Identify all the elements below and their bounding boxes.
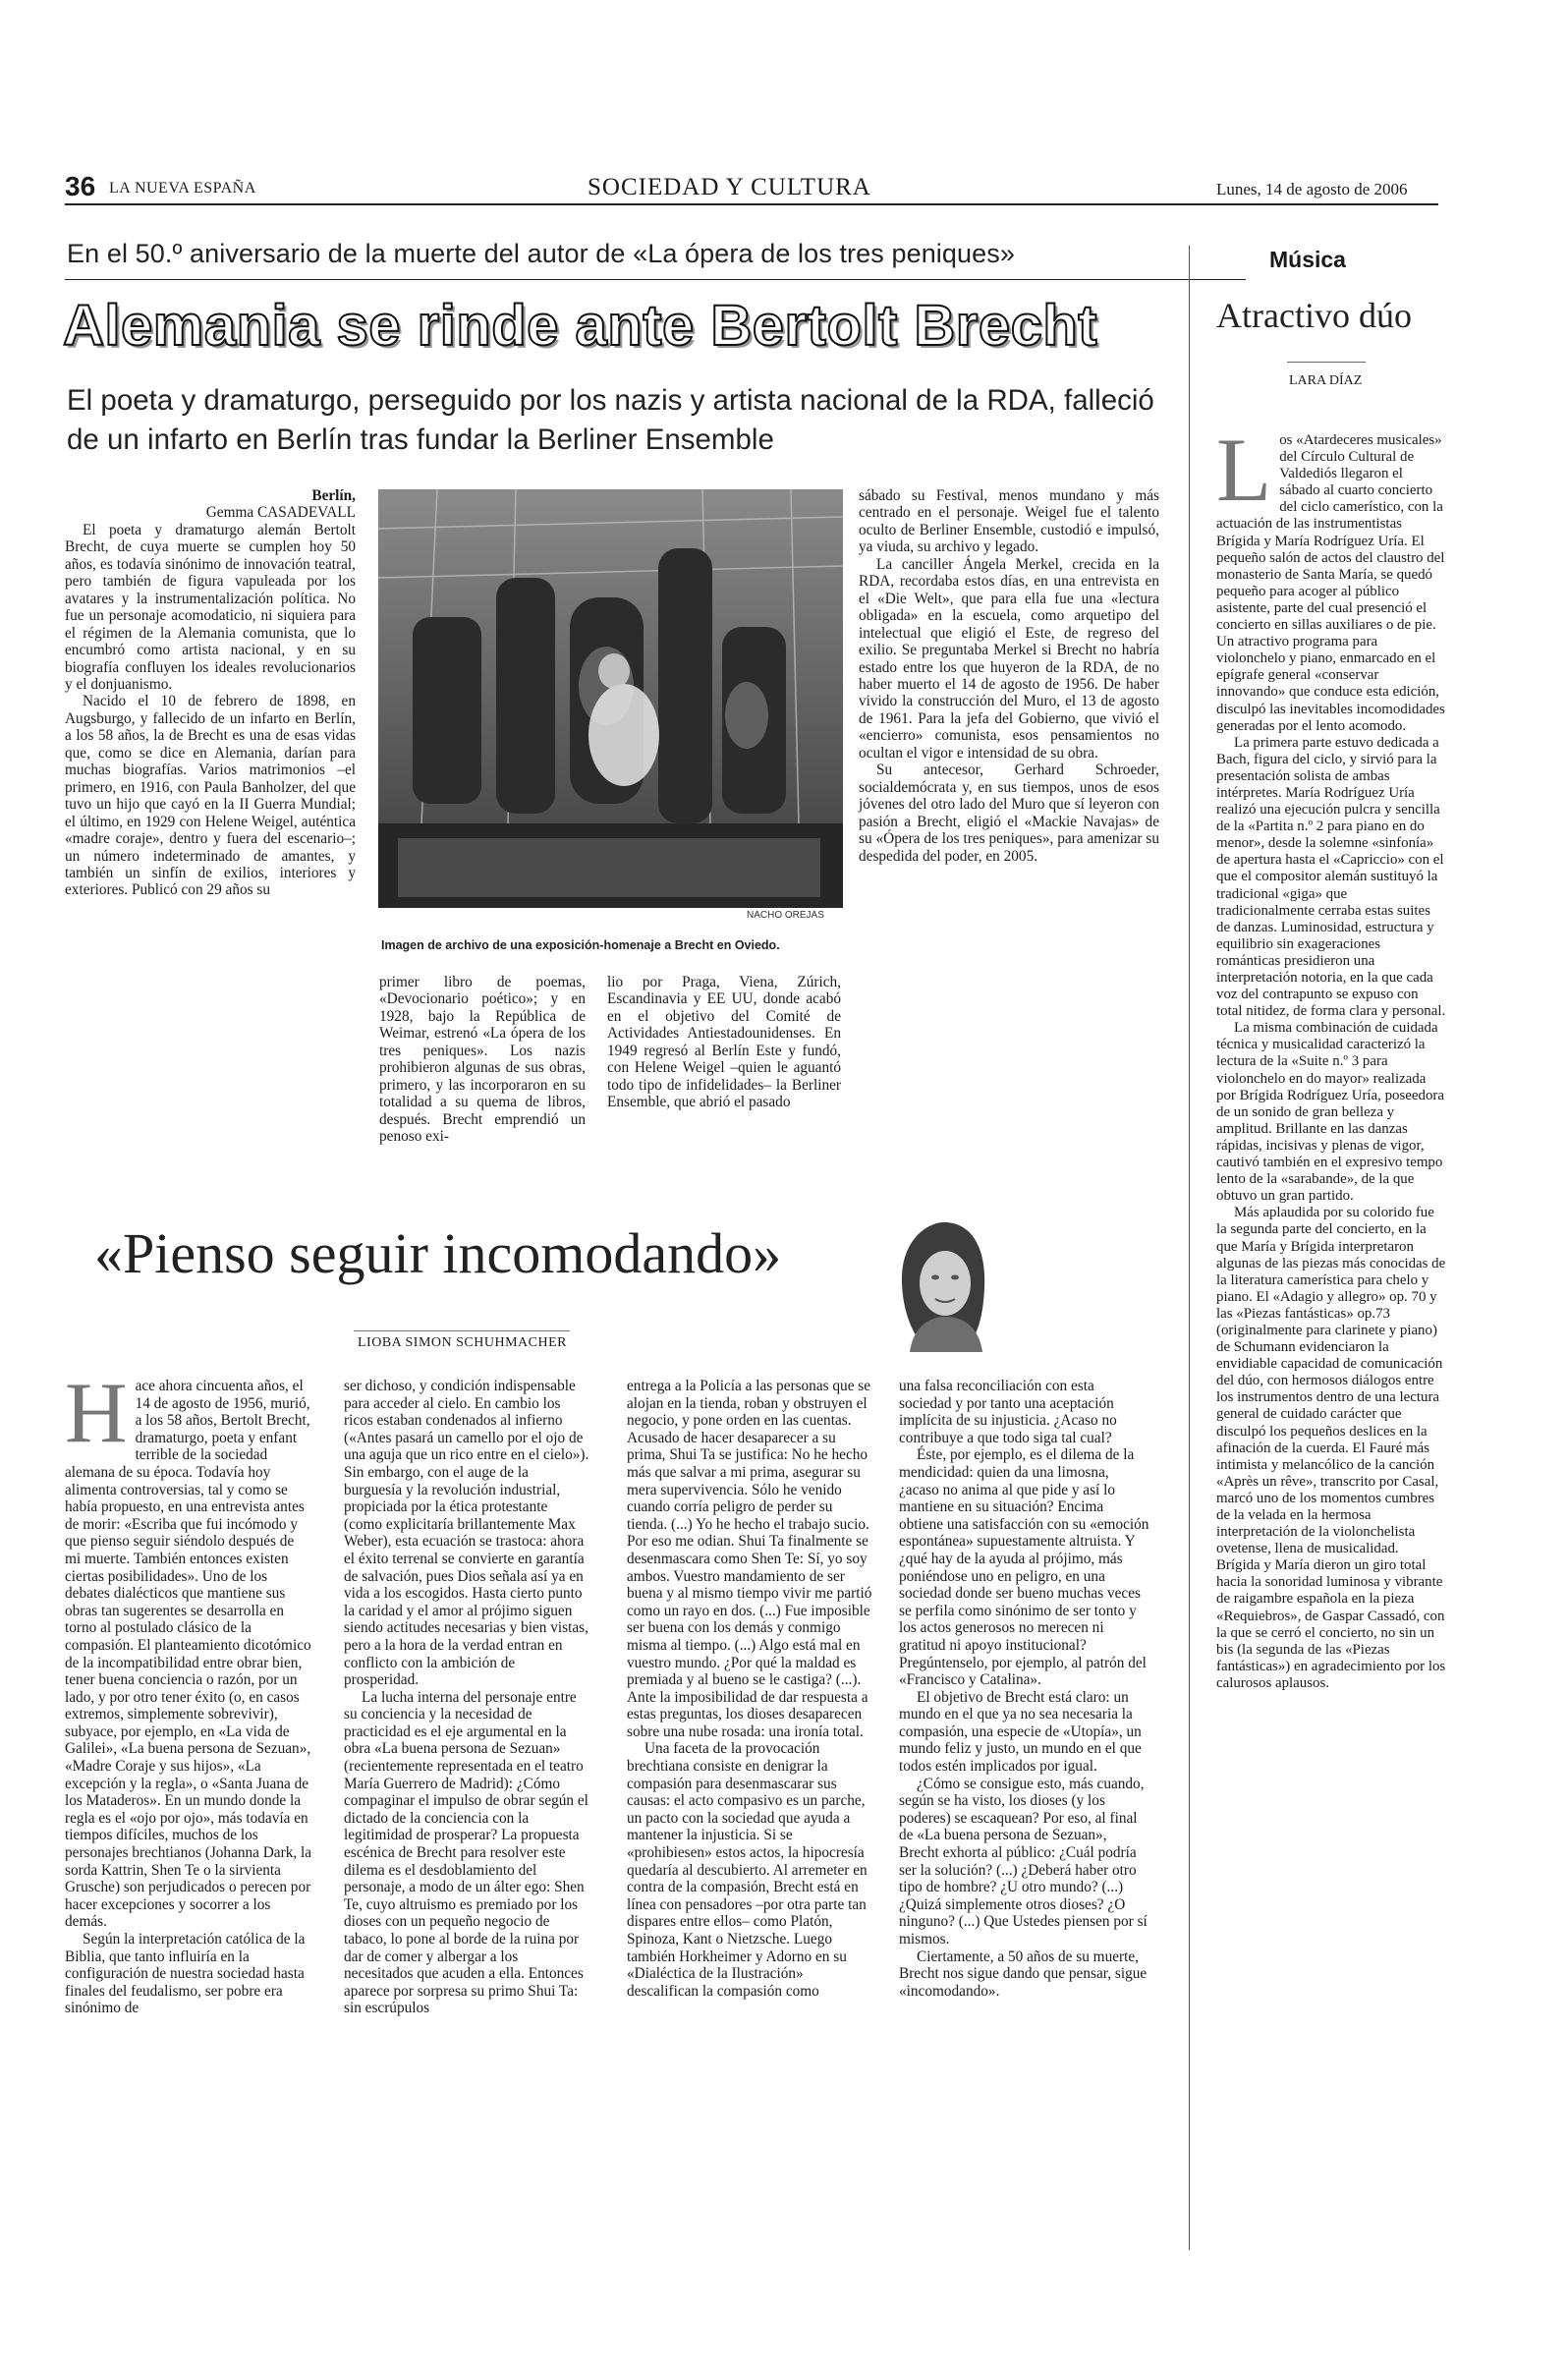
paragraph: Más aplaudida por su colorido fue la segunda parte del concierto, en la que María y Brígida interpretaron algunas de las piezas más conocidas de la literatura camerística para chelo y piano. El «Adagio y allegro» op. 70 y las «Piezas fantásticas» op.73 (originalmente para clarinete y piano) de Schumann evidenciaron la envidiable capacidad de comunicación del dúo, con hermosos diálogos entre los instrumentos dentro de una lectura general de cuidado carácter que disculpó los pequeños deslices en la afinación de la cuerda. El Fauré más intimista y melancólico de la canción «Après un rêve», transcrito por Casal, marcó uno de los momentos cumbres de la velada en la hermosa interpretación de la violonchelista ovetense, llena de musicalidad. Brígida y María dieron un giro total hacia la sonoridad luminosa y vibrante de raigambre española en la pieza «Requiebros», de Gaspar Cassadó, con la que se cerró el concierto, no sin un bis (la segunda de las «Piezas fantásticas») en agradecimiento por los calurosos aplausos. bbox=[1216, 1205, 1446, 1691]
article-subheadline: El poeta y dramaturgo, perseguido por los nazis y artista nacional de la RDA, falleció de un infarto en Berlín tras fundar la Berliner Ensemble bbox=[67, 384, 1154, 456]
sidebar-author-rule bbox=[1287, 362, 1366, 363]
paragraph: ace ahora cincuenta años, el 14 de agosto de 1956, murió, a los 58 años, Bertolt Brecht, dramaturgo, poeta y enfant terrible de la sociedad alemana de su época. Todavía hoy alimenta controversias, tal y como se había propuesto, en una entrevista antes de morir: «Escriba que fui incómodo y que pienso seguir siéndolo después de mi muerte. También entonces existen ciertas posibilidades». Uno de los debates dialécticos que mantiene sus obras tan sugerentes se desarrolla en torno al postulado clásico de la compasión. El planteamiento dicotómico de la incompatibilidad entre obrar bien, tener buena conciencia o razón, por un lado, y por otro tener éxito (o, en casos extremos, simplemente sobrevivir), subyace, por ejemplo, en «La vida de Galilei», «La buena persona de Sezuan», «Madre Coraje y sus hijos», «La excepción y la regla», o «Santa Juana de los Mataderos». En un mundo donde la regla es el «ojo por ojo», más todavía en tiempos difíciles, muchos de los personajes brechtianos (Johanna Dark, la sorda Kattrin, Shen Te o la sirvienta Grusche) son perjudicados o perecen por hacer excepciones y socorrer a los demás. bbox=[65, 1378, 312, 1931]
paragraph: os «Atardeceres musicales» del Círculo Cultural de Valdediós llegaron el sábado al cuarto concierto del ciclo camerístico, con la actuación de las instrumentistas Brígida y María Rodríguez Uría. El pequeño salón de actos del claustro del monasterio de Santa María, se quedó pequeño para acoger al público asistente, parte del cual presenció el concierto en sillas auxiliares o de pie. Un atractivo programa para violonchelo y piano, enmarcado en el epígrafe general «conservar innovando» que conduce esta edición, disculpó las inevitables incomodidades generadas por el lento acomodo. bbox=[1216, 432, 1445, 734]
photo-credit: NACHO OREJAS bbox=[747, 910, 824, 921]
article-kicker: En el 50.º aniversario de la muerte del autor de «La ópera de los tres peniques» bbox=[67, 239, 1015, 268]
paragraph: ser dichoso, y condición indispensable para acceder al cielo. En cambio los ricos estaban condenados al infierno («Antes pasará un camello por el ojo de una aguja que un rico entre en el cielo»). Sin embargo, con el auge de la burguesía y la revolución industrial, propiciada por la ética protestante (como explicitaría brillantemente Max Weber), esta ecuación se trastoca: ahora el éxito terrenal se convierte en garantía de salvación, pues Dios señala así ya en vida a los escogidos. Hasta cierto punto la caridad y el amor al prójimo siguen siendo actitudes necesarias y bien vistas, pero a la hora de la verdad entran en conflicto con la ambición de prosperidad. bbox=[344, 1378, 589, 1689]
paragraph: una falsa reconciliación con esta sociedad y por tanto una aceptación implícita de su injusticia. ¿Acaso no contribuye a que todo siga tal cual? bbox=[899, 1378, 1117, 1446]
kicker-rule bbox=[65, 279, 1246, 280]
paragraph: La primera parte estuvo dedicada a Bach, figura del ciclo, y sirvió para la presentación solista de ambas intérpretes. María Rodríguez Uría realizó una ejecución pulcra y sencilla de la «Partita n.º 2 para piano en do menor», desde la solemne «sinfonía» de apertura hasta el «Capriccio» con el que el compositor alemán sustituyó la tradicional «giga» que tradicionalmente cerraba estas suites de danzas. Luminosidad, estructura y equilibrio sin exageraciones románticas presidieron una interpretación notoria, en la que cada voz del contrapunto se expuso con total nitidez, de forma clara y personal. bbox=[1216, 734, 1446, 1020]
sidebar-body bbox=[1216, 420, 1446, 1692]
sidebar-author: LARA DÍAZ bbox=[1289, 373, 1363, 388]
sidebar-section: Música bbox=[1269, 247, 1346, 272]
opinion-col-2 bbox=[344, 1378, 589, 2017]
paragraph: La canciller Ángela Merkel, crecida en la RDA, recordaba estos días, en una entrevista en el «Die Welt», que para ella fue una «lectura obligada» en la escuela, como arquetipo del intelectual que eligió el Este, de regreso del exilio. Se preguntaba Merkel si Brecht no habría estado entre los que huyeron de la RDA, de no haber muerto el 14 de agosto de 1956. De haber vivido la construcción del Muro, el 13 de agosto de 1961. Para la jefa del Gobierno, que vivió el «encierro» comunista, esos pensamientos no ocultan el vigor e intensidad de su obra. bbox=[859, 555, 1159, 762]
paragraph: sábado su Festival, menos mundano y más centrado en el personaje. Weigel fue el talento oculto de Berliner Ensemble, custodió e impulsó, ya viuda, su archivo y legado. bbox=[859, 487, 1159, 556]
author-portrait-image bbox=[890, 1214, 996, 1352]
newspaper-name: LA NUEVA ESPAÑA bbox=[109, 180, 256, 197]
opinion-col-1 bbox=[65, 1366, 313, 2017]
author-rule bbox=[354, 1330, 570, 1331]
paragraph: ¿Cómo se consigue esto, más cuando, según se ha visto, los dioses (y los poderes) se escaquean? Por eso, al final de «La buena persona de Sezuan», Brecht exhorta al público: ¿Cuál podría ser la solución? (...) ¿Deberá haber otro tipo de hombre? ¿U otro mundo? (...) ¿Quizá simplemente otros dioses? ¿O ninguno? (...) Que Ustedes piensen por sí mismos. bbox=[899, 1775, 1148, 1948]
paragraph: lio por Praga, Viena, Zúrich, Escandinavia y EE UU, donde acabó en el objetivo del Comité de Actividades Antiestadounidenses. En 1949 regresó al Berlín Este y fundó, con Helene Weigel –quien le aguantó todo tipo de infidelidades– la Berliner Ensemble, que abrió el pasado bbox=[607, 974, 841, 1111]
paragraph: entrega a la Policía a las personas que se alojan en la tienda, roban y obstruyen el negocio, y pone orden en las cuentas. Acusado de hacer desaparecer a su prima, Shui Ta se justifica: No he hecho más que salvar a mi prima, asegurar su mera supervivencia. Sólo he venido cuando corría peligro de perder su tienda. (...) Yo he hecho el trabajo sucio. Por eso me odian. Shui Ta finalmente se desenmascara como Shen Te: Sí, yo soy ambos. Vuestro mandamiento de ser buena y al mismo tiempo vivir me partió como un rayo en dos. (...) Fue imposible ser buena con los demás y conmigo misma al tiempo. (...) Algo está mal en vuestro mundo. ¿Por qué la maldad es premiada y al bueno se le castiga? (...). Ante la imposibilidad de dar respuesta a estas preguntas, los dioses desaparecen sobre una nube rosada: una ironía total. bbox=[627, 1378, 872, 1740]
main-col-3 bbox=[607, 974, 841, 1111]
opinion-dropcap: H bbox=[65, 1366, 128, 1461]
opinion-col-3 bbox=[627, 1378, 872, 2000]
exhibition-photo-image bbox=[378, 489, 843, 908]
photo-caption: Imagen de archivo de una exposición-homenaje a Brecht en Oviedo. bbox=[381, 938, 780, 952]
paragraph: La misma combinación de cuidada técnica y musicalidad caracterizó la lectura de la «Suite n.º 3 para violonchelo en do mayor» realizada por Brígida Rodríguez Uría, poseedora de un sonido de gran belleza y amplitud. Brillante en las danzas rápidas, incisivas y plenas de vigor, cautivó también en el expresivo tempo lento de la «sarabande», de la que obtuvo un gran partido. bbox=[1216, 1020, 1444, 1205]
sidebar-headline: Atractivo dúo bbox=[1216, 296, 1412, 335]
article-headline: Alemania se rinde ante Bertolt Brecht bbox=[63, 294, 1098, 358]
paragraph: Éste, por ejemplo, es el dilema de la mendicidad: quien da una limosna, ¿acaso no anima al que pide y así lo mantiene en su situación? Encima obtiene una satisfacción con su «emoción espontánea» supuestamente altruista. Y ¿qué hay de la ayuda al prójimo, más poniéndose uno en peligro, en una sociedad donde ser bueno muchas veces se perfila como sinónimo de ser tonto y los actos generosos no merecen ni gratitud ni apoyo institucional? Pregúntenselo, por ejemplo, al patrón del «Francisco y Catalina». bbox=[899, 1446, 1149, 1689]
exhibition-photo bbox=[378, 489, 843, 908]
main-col-1 bbox=[65, 487, 356, 899]
author-portrait bbox=[890, 1214, 996, 1352]
sidebar-dropcap: L bbox=[1216, 420, 1272, 520]
paragraph: Nacido el 10 de febrero de 1898, en Augsburgo, y fallecido de un infarto en Berlín, a los 58 años, la de Brecht es una de esas vidas que, como se dice en Alemania, darían para muchas biografías. Varios matrimonios –el primero, en 1916, con Paula Banholzer, del que tuvo un hijo que cayó en la II Guerra Mundial; el último, en 1929 con Helene Weigel, auténtica «madre coraje», dentro y fuera del escenario–; un número indeterminado de amantes, y también un sinfín de exilios, interiores y exteriores. Publicó con 29 años su bbox=[65, 693, 356, 899]
main-col-2 bbox=[379, 974, 586, 1146]
column-divider bbox=[1189, 246, 1190, 2250]
section-title: SOCIEDAD Y CULTURA bbox=[588, 174, 871, 200]
masthead-rule bbox=[65, 203, 1438, 205]
paragraph: El objetivo de Brecht está claro: un mundo en el que ya no sea necesaria la compasión, una especie de «Utopía», un mundo feliz y justo, un mundo en el que todos estén implicados por igual. bbox=[899, 1688, 1142, 1776]
paragraph: Su antecesor, Gerhard Schroeder, socialdemócrata y, en sus tiempos, unos de esos jóvenes del otro lado del Muro que sí leyeron con pasión a Brecht, eligió el «Mackie Navajas» de su «Ópera de los tres peniques», para amenizar su despedida del poder, en 2005. bbox=[859, 762, 1159, 865]
paragraph: La lucha interna del personaje entre su conciencia y la necesidad de practicidad es el eje argumental en la obra «La buena persona de Sezuan» (recientemente representada en el teatro María Guerrero de Madrid): ¿Cómo compaginar el impulso de obrar según el dictado de la conciencia con la legitimidad de prosperar? La propuesta escénica de Brecht para resolver este dilema es el desdoblamiento del personaje, a modo de un álter ego: Shen Te, cuyo altruismo es premiado por los dioses con un pequeño negocio de tabaco, lo pone al borde de la ruina por dar de comer y albergar a los necesitados que acuden a ella. Entonces aparece por sorpresa su primo Shui Ta: sin escrúpulos bbox=[344, 1688, 588, 2017]
paragraph: Según la interpretación católica de la Biblia, que tanto influiría en la configuración de nuestra sociedad hasta finales del feudalismo, ser pobre era sinónimo de bbox=[65, 1931, 306, 2017]
opinion-author: LIOBA SIMON SCHUHMACHER bbox=[358, 1335, 567, 1350]
main-col-4 bbox=[859, 487, 1159, 865]
paragraph: primer libro de poemas, «Devocionario poético»; y en 1928, bajo la República de Weimar, estrenó «La ópera de los tres peniques». Los nazis prohibieron algunas de sus obras, primero, y las incorporaron en su totalidad a su quema de libros, después. Brecht emprendió un penoso exi- bbox=[379, 974, 586, 1146]
opinion-headline: «Pienso seguir incomodando» bbox=[94, 1221, 782, 1285]
issue-date: Lunes, 14 de agosto de 2006 bbox=[1216, 180, 1408, 198]
dateline: Berlín, bbox=[311, 487, 356, 504]
page-number: 36 bbox=[65, 171, 96, 201]
paragraph: El poeta y dramaturgo alemán Bertolt Brecht, de cuya muerte se cumplen hoy 50 años, es todavía sinónimo de innovación teatral, pero también de figura vapuleada por los avatares y la instrumentalización política. No fue un personaje acomodaticio, ni siquiera para el régimen de la Alemania comunista, que lo encumbró como artista nacional, y en su biografía confluyen los ideales revolucionarios y el donjuanismo. bbox=[65, 521, 356, 693]
paragraph: Ciertamente, a 50 años de su muerte, Brecht nos sigue dando que pensar, sigue «incomodando». bbox=[899, 1948, 1148, 2000]
paragraph: Una faceta de la provocación brechtiana consiste en denigrar la compasión para desenmascarar sus causas: el acto compasivo es un parche, un pacto con la sociedad que ayuda a mantener la injusticia. Si se «prohibiesen» estos actos, la hipocresía quedaría al descubierto. Al arremeter en contra de la compasión, Brecht está en línea con pensadores –por otra parte tan dispares entre ellos– como Platón, Spinoza, Kant o Nietzsche. Luego también Horkheimer y Adorno en su «Dialéctica de la Ilustración» descalifican la compasión como bbox=[627, 1740, 868, 2000]
opinion-col-4 bbox=[899, 1378, 1149, 2000]
byline: Gemma CASADEVALL bbox=[205, 504, 356, 522]
